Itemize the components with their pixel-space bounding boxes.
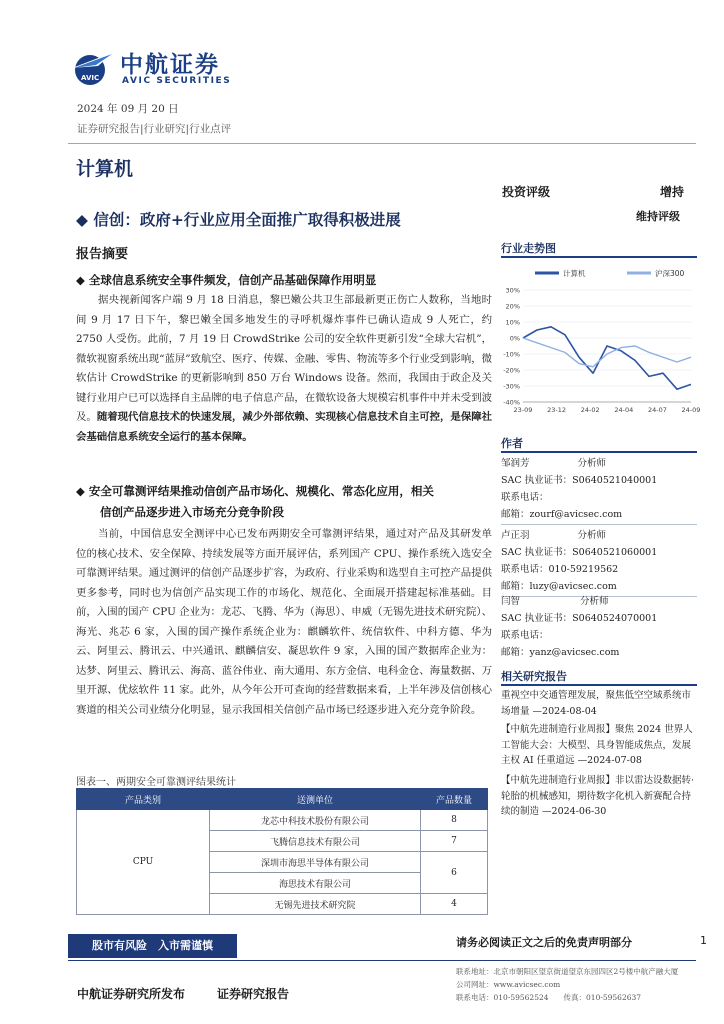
table-header: 产品类别	[77, 789, 210, 810]
evaluation-table	[76, 788, 488, 915]
author-card	[501, 527, 697, 595]
authors-title: 作者	[501, 437, 523, 450]
chart-title-rule	[501, 256, 697, 258]
table-unit: 飞腾信息技术有限公司	[210, 831, 421, 852]
author-name-row	[501, 593, 697, 610]
footer-divider	[68, 960, 696, 961]
author-cert: SAC 执业证书：S0640521060001	[501, 547, 658, 558]
table-count: 6	[421, 852, 488, 894]
table-header-row	[77, 789, 488, 810]
x-tick-label: 23-12	[547, 406, 567, 414]
section-2-text: 当前，中国信息安全测评中心已发布两期安全可靠测评结果，通过对产品及其研发单位的核心技术、安全保障、持续发展等方面开展评估，系列国产 CPU、操作系统入选安全可靠测评结果。通过测评的信创产品逐步扩容，为政府、行业采购和选型自主可控产品提供更多参考，同时也为信创产品实现工作的市场化、规范化、全面展开搭建起标准基础。目前，入围的国产 CPU 企业为：龙芯、飞腾、华为（海思）、申威（无锡先进技术研究院）、海光、兆芯 6 家，入围的国产操作系统企业为：麒麟软件、统信软件、中科方德、华为云、阿里云、腾讯云、中兴通讯、麒麟信安、凝思软件 9 家，入围的国产数据库企业为：达梦、阿里云、腾讯云、海高、蓝谷伟业、南大通用、东方金信、电科金仓、海量数据、万里开源、优炫软件 11 家。此外，从今年公开可查询的经营数据来看，上半年涉及信创核心赛道的相关公司业绩分化明显，显示我国相关信创产品市场已经逐步进入充分竞争阶段。	[76, 528, 492, 716]
author-name: 邹润芳	[501, 458, 530, 469]
author-email[interactable]: 邮箱：yanz@avicsec.com	[501, 647, 620, 658]
section-1-paragraph	[76, 291, 492, 447]
x-tick-label: 23-09	[513, 406, 533, 414]
header-divider	[68, 143, 696, 144]
chart-title: 行业走势图	[501, 242, 556, 255]
logo-mark-label: AVIC	[81, 74, 100, 82]
author-role: 分析师	[577, 458, 607, 469]
table-row	[77, 810, 488, 831]
rating-maintain: 维持评级	[636, 210, 680, 223]
y-tick-label: 30%	[505, 286, 520, 295]
y-tick-label: 20%	[505, 302, 520, 311]
section-2-bullet-cont: 信创产品逐步进入市场充分竞争阶段	[100, 505, 284, 519]
footer-address: 联系地址：北京市朝阳区望京街道望京东园四区2号楼中航产融大厦	[456, 967, 679, 976]
risk-warning-tag: 股市有风险 入市需谨慎	[68, 934, 237, 958]
legend-label: 计算机	[563, 269, 586, 278]
section-1-bullet: ◆ 全球信息系统安全事件频发，信创产品基础保障作用明显	[76, 273, 377, 287]
abstract-title: 报告摘要	[76, 247, 129, 262]
author-phone: 联系电话：	[501, 630, 549, 641]
table-count: 7	[421, 831, 488, 852]
y-tick-label: -40%	[503, 398, 520, 407]
table-header: 产品数量	[421, 789, 488, 810]
publisher: 中航证券研究所发布	[77, 987, 186, 1001]
company-logo	[68, 46, 238, 90]
plane-logo-icon	[68, 46, 116, 86]
related-item[interactable]: 【中航先进制造行业周报】聚焦 2024 世界人工智能大会：大模型、具身智能成焦点，发展主权 AI 任重道远 —2024-07-08	[501, 724, 693, 766]
logo-chinese-name: 中航证券	[120, 52, 220, 78]
author-email[interactable]: 邮箱：zourf@avicsec.com	[501, 509, 623, 520]
author-email[interactable]: 邮箱：luzy@avicsec.com	[501, 581, 617, 592]
authors-rule	[501, 451, 697, 453]
author-name: 闫智	[501, 596, 521, 607]
y-tick-label: 0%	[509, 334, 520, 343]
breadcrumb: 证券研究报告|行业研究|行业点评	[77, 123, 232, 135]
y-tick-label: -10%	[503, 350, 520, 359]
author-cert: SAC 执业证书：S0640524070001	[501, 613, 658, 624]
report-type: 证券研究报告	[217, 987, 290, 1001]
x-tick-label: 24-04	[614, 406, 634, 414]
author-card	[501, 593, 697, 661]
disclaimer-note: 请务必阅读正文之后的免责声明部分	[456, 936, 632, 949]
sector-title: 计算机	[76, 158, 134, 180]
table-caption: 图表一、两期安全可靠测评结果统计	[76, 777, 236, 788]
author-role: 分析师	[580, 596, 609, 607]
related-rule	[501, 684, 697, 686]
report-headline: ◆ 信创：政府+行业应用全面推广取得积极进展	[76, 211, 401, 229]
author-name-row	[501, 527, 697, 544]
table-unit: 无锡先进技术研究院	[210, 894, 421, 915]
author-separator	[501, 524, 697, 525]
author-card	[501, 455, 697, 523]
related-title: 相关研究报告	[501, 670, 567, 683]
footer-website[interactable]: 公司网址：www.avicsec.com	[456, 980, 561, 989]
section-2-bullet: ◆ 安全可靠测评结果推动信创产品市场化、规模化、常态化应用，相关	[76, 484, 434, 498]
author-role: 分析师	[577, 530, 607, 541]
footer-contact: 联系电话：010-59562524 传真：010-59562637	[456, 993, 642, 1002]
related-item[interactable]: 重视空中交通管理发展，聚焦低空空域系统市场增量 —2024-08-04	[501, 690, 692, 717]
series-line-csi300	[523, 338, 691, 367]
rating-value: 增持	[660, 185, 685, 199]
legend-label: 沪深300	[655, 269, 685, 278]
x-tick-label: 24-07	[647, 406, 667, 414]
table-header: 送测单位	[210, 789, 421, 810]
section-2-paragraph	[76, 525, 492, 720]
table-unit: 龙芯中科技术股份有限公司	[210, 810, 421, 831]
x-tick-label: 24-09	[681, 406, 701, 414]
table-unit: 深圳市海思半导体有限公司	[210, 852, 421, 873]
x-tick-label: 24-02	[580, 406, 600, 414]
report-date: 2024 年 09 月 20 日	[77, 103, 179, 115]
table-unit: 海思技术有限公司	[210, 873, 421, 894]
table-count: 4	[421, 894, 488, 915]
author-cert: SAC 执业证书：S0640521040001	[501, 475, 658, 486]
author-name: 卢正羽	[501, 530, 530, 541]
rating-label: 投资评级	[502, 185, 551, 199]
section-1-text: 据央视新闻客户端 9 月 18 日消息，黎巴嫩公共卫生部最新更正伤亡人数称，当地时间 9 月 17 日下午，黎巴嫩全国多地发生的寻呼机爆炸事件已确认造成 9 人死亡，约 2750 人受伤。此前，7 月 19 日 CrowdStrike 公司的安全软件更新引发“全球大宕机”，微软视窗系统出现“蓝屏”致航空、医疗、传媒、金融、零售、物流等多个行业受到影响，微软估计 CrowdStrike 的更新影响到 850 万台 Windows 设备。然而，我国由于政企及关键行业用户已可以选择自主品牌的电子信息产品，在微软设备大规模宕机事件中并未受到波及。	[76, 294, 492, 423]
author-name-row	[501, 455, 697, 472]
table-count: 8	[421, 810, 488, 831]
industry-trend-chart	[501, 262, 701, 422]
logo-english-name: AVIC SECURITIES	[122, 76, 232, 86]
related-item[interactable]: 【中航先进制造行业周报】非以雷达设数据转·轮胎的机械感知，期待数字化机入新赛配合持续的制造 —2024-06-30	[501, 775, 695, 817]
y-tick-label: -30%	[503, 382, 520, 391]
page-number: 1	[700, 934, 707, 947]
table-category: CPU	[77, 810, 210, 915]
section-1-emphasis: 随着现代信息技术的快速发展，减少外部依赖、实现核心信息技术自主可控，是保障社会基础信息系统安全运行的基本保障。	[76, 411, 493, 443]
y-tick-label: 10%	[505, 318, 520, 327]
y-tick-label: -20%	[503, 366, 520, 375]
author-phone: 联系电话：010-59219562	[501, 564, 619, 575]
author-phone: 联系电话：	[501, 492, 549, 503]
